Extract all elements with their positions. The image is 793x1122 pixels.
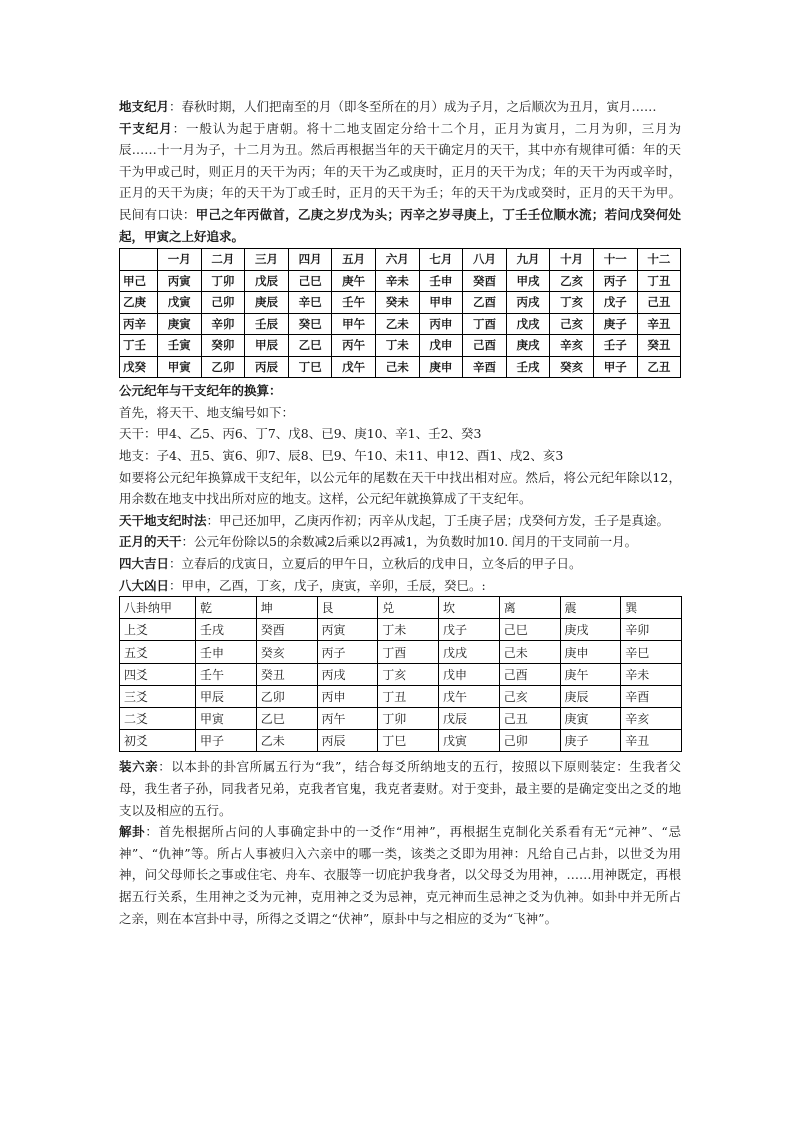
table-cell: 壬申 xyxy=(419,270,463,292)
table-row xyxy=(120,356,681,378)
text-jiri: ：立春后的戊寅日，立夏后的甲午日，立秋后的戊申日，立冬后的甲子日。 xyxy=(169,555,582,571)
header-cell: 三月 xyxy=(245,249,289,271)
table-cell: 乙卯 xyxy=(256,685,317,707)
table-cell: 己未 xyxy=(375,356,419,378)
table-cell: 丁未 xyxy=(378,619,439,641)
section-heading-conversion: 公元纪年与干支纪年的换算： xyxy=(119,383,282,399)
text-dizhi-jiyue: ：春秋时期，人们把南至的月（即冬至所在的月）成为子月，之后顺次为丑月，寅月…… xyxy=(169,99,657,114)
table-cell: 戊寅 xyxy=(439,730,500,752)
table-row xyxy=(120,708,682,730)
term-jiegua: 解卦 xyxy=(119,824,146,840)
table-cell: 戊子 xyxy=(593,292,637,314)
paragraph-zhuang-liuqin xyxy=(119,756,681,821)
table-cell: 辛酉 xyxy=(463,356,507,378)
table-cell: 庚戌 xyxy=(560,619,621,641)
row-header-cell: 丙辛 xyxy=(120,313,158,335)
header-cell: 离 xyxy=(499,597,560,619)
table-cell: 己亥 xyxy=(550,313,594,335)
text-ganzhi-jiyue: ：一般认为起于唐朝。将十二地支固定分给十二个月，正月为寅月，二月为卯，三月为辰……十一月为子，十二月为丑。然后再根据当年的天干确定月的天干，其中亦有规律可循：年的天干为甲或己时，则正月的天干为丙；年的天干为乙或庚时，正月的天干为戊；年的天干为丙或辛时，正月的天干为庚；年的天干为丁或壬时，正月的天干为壬；年的天干为戊或癸时，正月的天干为甲。民间有口诀： xyxy=(119,120,681,222)
header-cell: 乾 xyxy=(196,597,257,619)
header-cell: 坤 xyxy=(256,597,317,619)
table-cell: 庚寅 xyxy=(560,708,621,730)
table-cell: 庚子 xyxy=(560,730,621,752)
table-cell: 甲戌 xyxy=(506,270,550,292)
row-header-cell: 初爻 xyxy=(120,730,196,752)
table-cell: 辛酉 xyxy=(621,685,682,707)
table-cell: 庚辰 xyxy=(560,685,621,707)
table-cell: 壬子 xyxy=(593,335,637,357)
table-cell: 壬辰 xyxy=(245,313,289,335)
table-cell: 庚辰 xyxy=(245,292,289,314)
text-zhengyue: ：公元年份除以5的余数减2后乘以2再减1，为负数时加10. 闰月的干支同前一月。 xyxy=(181,534,638,550)
table-cell: 癸亥 xyxy=(256,641,317,663)
table-cell: 壬申 xyxy=(196,641,257,663)
header-cell: 一月 xyxy=(158,249,202,271)
paragraph-tiangan: 天干：甲4、乙5、丙6、丁7、戊8、已9、庚10、辛1、壬2、癸3 xyxy=(119,426,482,442)
term-jishi: 天干地支纪时法 xyxy=(119,512,207,528)
document-page xyxy=(119,96,681,929)
header-cell: 坎 xyxy=(439,597,500,619)
table-cell: 甲午 xyxy=(332,313,376,335)
paragraph-ganzhi-jiyue xyxy=(119,118,681,248)
table-cell: 甲子 xyxy=(196,730,257,752)
table-cell: 己未 xyxy=(499,641,560,663)
table-cell: 丁酉 xyxy=(378,641,439,663)
table-cell: 庚戌 xyxy=(506,335,550,357)
table-row xyxy=(120,685,682,707)
term-dizhi-jiyue: 地支纪月 xyxy=(119,99,170,114)
term-zhengyue: 正月的天干 xyxy=(119,534,182,550)
table-cell: 庚申 xyxy=(419,356,463,378)
table-cell: 壬寅 xyxy=(158,335,202,357)
table-cell: 戊申 xyxy=(439,663,500,685)
table-cell: 己丑 xyxy=(637,292,681,314)
table-cell: 甲寅 xyxy=(158,356,202,378)
table-cell: 戊辰 xyxy=(245,270,289,292)
table-cell: 乙未 xyxy=(375,313,419,335)
text-zhuang-liuqin: ：以本卦的卦宫所属五行为“我”，结合每爻所纳地支的五行，按照以下原则装定：生我者父母，我生者子孙，同我者兄弟，克我者官鬼，我克者妻财。对于变卦，最主要的是确定变出之爻的地支以及相应的五行。 xyxy=(119,759,681,818)
row-header-cell: 三爻 xyxy=(120,685,196,707)
table-cell: 庚申 xyxy=(560,641,621,663)
row-header-cell: 五爻 xyxy=(120,641,196,663)
table-cell: 丙辰 xyxy=(245,356,289,378)
header-cell: 十一 xyxy=(593,249,637,271)
table-cell: 丁酉 xyxy=(463,313,507,335)
table-cell: 乙丑 xyxy=(637,356,681,378)
table-cell: 己巳 xyxy=(499,619,560,641)
table-cell: 己丑 xyxy=(499,708,560,730)
table-cell: 乙卯 xyxy=(201,356,245,378)
table-cell: 戊戌 xyxy=(506,313,550,335)
header-cell: 十二 xyxy=(637,249,681,271)
table-cell: 辛未 xyxy=(375,270,419,292)
header-cell: 六月 xyxy=(375,249,419,271)
header-cell: 艮 xyxy=(317,597,378,619)
table-cell: 庚午 xyxy=(560,663,621,685)
row-header-cell: 戊癸 xyxy=(120,356,158,378)
table-row xyxy=(120,619,682,641)
table-cell: 己巳 xyxy=(288,270,332,292)
paragraph-dizhi-jiyue xyxy=(119,96,681,118)
table-cell: 庚子 xyxy=(593,313,637,335)
table-cell: 庚午 xyxy=(332,270,376,292)
table-header-row xyxy=(120,597,682,619)
table-cell: 丁卯 xyxy=(201,270,245,292)
text-jishi: ：甲己还加甲，乙庚丙作初；丙辛从戊起，丁壬庚子居；戊癸何方发，壬子是真途。 xyxy=(206,512,670,528)
table-cell: 戊戌 xyxy=(439,641,500,663)
term-zhuang-liuqin: 装六亲 xyxy=(119,759,159,775)
row-header-cell: 四爻 xyxy=(120,663,196,685)
table-cell: 己亥 xyxy=(499,685,560,707)
table-cell: 壬午 xyxy=(196,663,257,685)
table-cell: 戊子 xyxy=(439,619,500,641)
header-cell: 八月 xyxy=(463,249,507,271)
koujue-text: 甲己之年丙做首，乙庚之岁戊为头；丙辛之岁寻庚上，丁壬壬位顺水流；若问戊癸何处起，甲寅之上好追求。 xyxy=(119,206,681,244)
row-header-cell: 乙庚 xyxy=(120,292,158,314)
table-cell: 丁巳 xyxy=(288,356,332,378)
table-cell: 丁丑 xyxy=(378,685,439,707)
row-header-cell: 丁壬 xyxy=(120,335,158,357)
term-ganzhi-jiyue: 干支纪月 xyxy=(119,120,173,136)
table-cell: 辛未 xyxy=(621,663,682,685)
header-cell: 五月 xyxy=(332,249,376,271)
table-cell: 癸未 xyxy=(375,292,419,314)
table-cell: 乙亥 xyxy=(550,270,594,292)
header-cell: 七月 xyxy=(419,249,463,271)
table-cell: 癸酉 xyxy=(256,619,317,641)
table-cell: 丙午 xyxy=(317,708,378,730)
table-cell: 乙酉 xyxy=(463,292,507,314)
paragraph-xiongri xyxy=(119,575,681,597)
table-cell: 辛亥 xyxy=(550,335,594,357)
table-cell: 戊辰 xyxy=(439,708,500,730)
table-cell: 丁亥 xyxy=(378,663,439,685)
paragraph-jiegua xyxy=(119,821,681,929)
table-cell: 乙巳 xyxy=(256,708,317,730)
paragraph-dizhi: 地支：子4、丑5、寅6、卯7、辰8、巳9、午10、未11、申12、酉1、戌2、亥3 xyxy=(119,447,564,463)
table-cell: 丁未 xyxy=(375,335,419,357)
table-cell: 丁卯 xyxy=(378,708,439,730)
table-cell: 丙辰 xyxy=(317,730,378,752)
table-cell: 甲申 xyxy=(419,292,463,314)
table-cell: 甲寅 xyxy=(196,708,257,730)
table-cell: 壬戌 xyxy=(506,356,550,378)
table-cell: 丙戌 xyxy=(317,663,378,685)
table-cell: 辛亥 xyxy=(621,708,682,730)
table-cell: 壬午 xyxy=(332,292,376,314)
table-cell: 癸酉 xyxy=(463,270,507,292)
table-cell: 壬戌 xyxy=(196,619,257,641)
table-cell: 辛巳 xyxy=(621,641,682,663)
header-cell: 四月 xyxy=(288,249,332,271)
table-cell: 己卯 xyxy=(201,292,245,314)
bagua-najia-table xyxy=(119,596,682,752)
table-cell: 辛丑 xyxy=(637,313,681,335)
table-cell: 癸亥 xyxy=(550,356,594,378)
table-cell: 丙子 xyxy=(593,270,637,292)
table-cell: 丁丑 xyxy=(637,270,681,292)
text-jiegua: ：首先根据所占问的人事确定卦中的一爻作“用神”，再根据生克制化关系看有无“元神”、“忌神”、“仇神”等。所占人事被归入六亲中的哪一类，该类之爻即为用神：凡给自己占卦，以世爻为用神，问父母师长之事或住宅、舟车、衣服等一切庇护我身者，以父母爻为用神，……用神既定，再根据五行关系，生用神之爻为元神，克用神之爻为忌神，克元神而生忌神之爻为仇神。如卦中并无所占之亲，则在本宫卦中寻，所得之爻谓之“伏神”，原卦中与之相应的爻为“飞神”。 xyxy=(119,824,681,926)
table-cell: 戊寅 xyxy=(158,292,202,314)
header-cell: 九月 xyxy=(506,249,550,271)
row-header-cell: 甲己 xyxy=(120,270,158,292)
table-cell: 甲子 xyxy=(593,356,637,378)
table-cell: 丙寅 xyxy=(317,619,378,641)
table-row xyxy=(120,270,681,292)
table-cell: 丁亥 xyxy=(550,292,594,314)
table-cell: 庚寅 xyxy=(158,313,202,335)
text-xiongri: ：甲申，乙酉，丁亥，戊子，庚寅，辛卯，壬辰，癸巳。: xyxy=(169,577,486,593)
table-cell: 丙申 xyxy=(317,685,378,707)
header-cell: 二月 xyxy=(201,249,245,271)
paragraph-jiri xyxy=(119,553,681,575)
table-cell: 甲辰 xyxy=(196,685,257,707)
table-cell: 乙未 xyxy=(256,730,317,752)
paragraph-jishi-rule xyxy=(119,510,681,532)
table-cell: 戊午 xyxy=(439,685,500,707)
table-row xyxy=(120,663,682,685)
table-header-row xyxy=(120,249,681,271)
table-cell: 癸丑 xyxy=(637,335,681,357)
header-cell xyxy=(120,249,158,271)
table-cell: 癸卯 xyxy=(201,335,245,357)
table-cell: 丙戌 xyxy=(506,292,550,314)
header-cell: 兑 xyxy=(378,597,439,619)
table-row xyxy=(120,335,681,357)
table-cell: 丁巳 xyxy=(378,730,439,752)
table-row xyxy=(120,313,681,335)
table-cell: 己酉 xyxy=(499,663,560,685)
table-row xyxy=(120,292,681,314)
table-row xyxy=(120,730,682,752)
table-cell: 辛巳 xyxy=(288,292,332,314)
paragraph-numbering: 首先，将天干、地支编号如下： xyxy=(119,404,295,420)
header-cell: 八卦纳甲 xyxy=(120,597,196,619)
table-cell: 乙巳 xyxy=(288,335,332,357)
table-cell: 丙寅 xyxy=(158,270,202,292)
row-header-cell: 上爻 xyxy=(120,619,196,641)
table-cell: 己酉 xyxy=(463,335,507,357)
header-cell: 巽 xyxy=(621,597,682,619)
table-cell: 甲辰 xyxy=(245,335,289,357)
table-cell: 辛卯 xyxy=(621,619,682,641)
paragraph-method: 如要将公元纪年换算成干支纪年，以公元年的尾数在天干中找出相对应。然后，将公元纪年除以12，用余数在地支中找出所对应的地支。这样，公元纪年就换算成了干支纪年。 xyxy=(119,469,681,507)
table-cell: 辛丑 xyxy=(621,730,682,752)
table-cell: 丙申 xyxy=(419,313,463,335)
term-xiongri: 八大凶日 xyxy=(119,577,170,593)
table-row xyxy=(120,641,682,663)
table-cell: 丙午 xyxy=(332,335,376,357)
header-cell: 十月 xyxy=(550,249,594,271)
table-cell: 辛卯 xyxy=(201,313,245,335)
table-cell: 癸丑 xyxy=(256,663,317,685)
month-ganzhi-table xyxy=(119,248,681,378)
table-cell: 己卯 xyxy=(499,730,560,752)
table-cell: 癸巳 xyxy=(288,313,332,335)
row-header-cell: 二爻 xyxy=(120,708,196,730)
table-cell: 戊午 xyxy=(332,356,376,378)
table-cell: 丙子 xyxy=(317,641,378,663)
term-jiri: 四大吉日 xyxy=(119,555,170,571)
table-cell: 戊申 xyxy=(419,335,463,357)
header-cell: 震 xyxy=(560,597,621,619)
paragraph-zhengyue xyxy=(119,531,681,553)
